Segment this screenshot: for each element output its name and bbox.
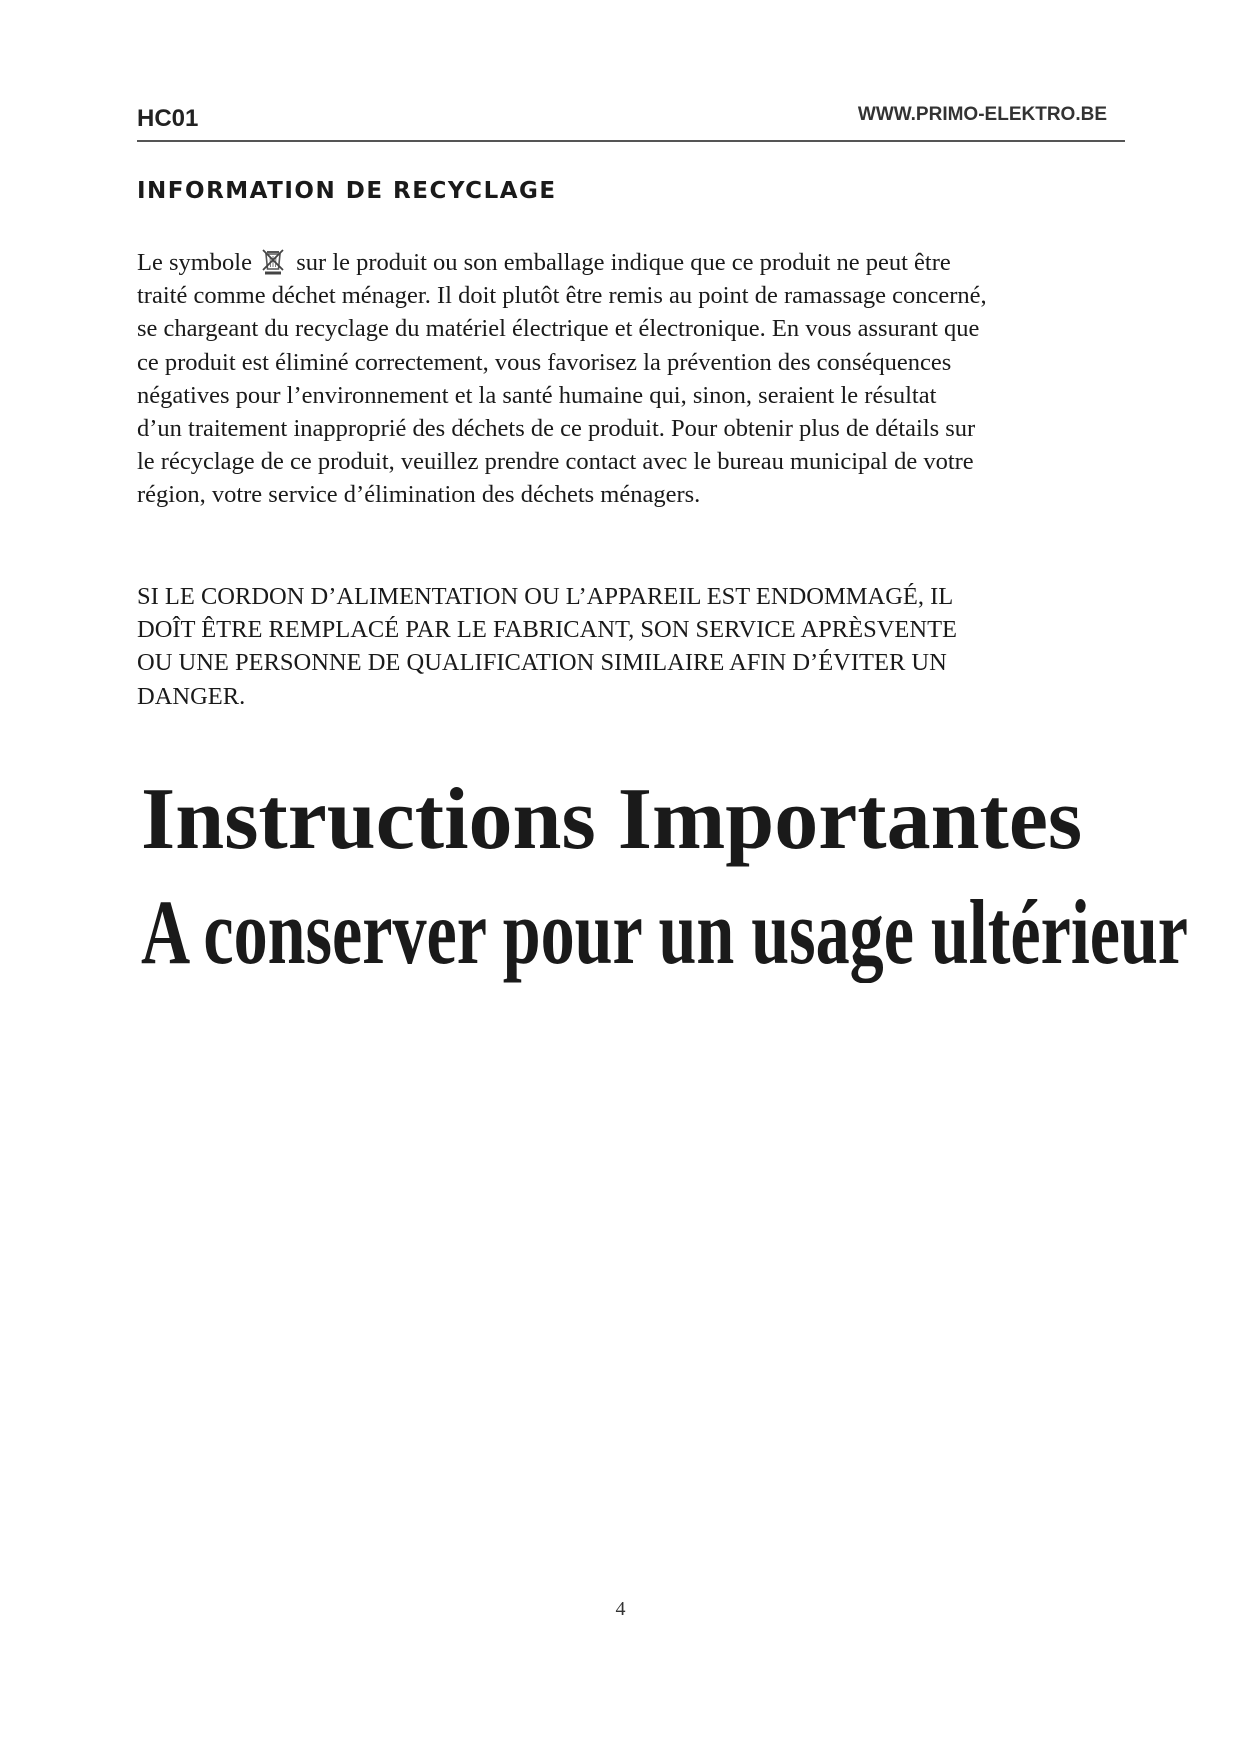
instructions-subtitle: A conserver pour un usage ultérieur — [141, 881, 1189, 983]
page-number: 4 — [615, 1598, 626, 1620]
recycling-line — [137, 246, 1127, 279]
safety-warning — [137, 580, 1127, 713]
warning-line: DANGER. — [137, 682, 246, 710]
recycling-line-rest: sur le produit ou son emballage indique que ce produit ne peut être — [290, 249, 951, 276]
warning-line: OU UNE PERSONNE DE QUALIFICATION SIMILAIRE AFIN D’ÉVITER UN — [137, 649, 947, 677]
warning-line: DOÎT ÊTRE REMPLACÉ PAR LE FABRICANT, SON SERVICE APRÈSVENTE — [137, 616, 957, 644]
recycling-line: le récyclage de ce produit, veuillez prendre contact avec le bureau municipal de votre — [137, 448, 974, 476]
recycling-line: se chargeant du recyclage du matériel électrique et électronique. En vous assurant que — [137, 315, 980, 343]
crossed-out-bin-icon — [260, 247, 286, 275]
recycling-paragraph — [137, 246, 1127, 512]
recycling-line: région, votre service d’élimination des déchets ménagers. — [137, 481, 701, 509]
warning-line: SI LE CORDON D’ALIMENTATION OU L’APPAREIL EST ENDOMMAGÉ, IL — [137, 583, 954, 610]
model-number: HC01 — [137, 105, 199, 132]
page-header — [137, 100, 1125, 142]
instructions-title: Instructions Importantes — [141, 771, 1083, 868]
recycling-line: ce produit est éliminé correctement, vous favorisez la prévention des conséquences — [137, 348, 952, 376]
recycling-line: négatives pour l’environnement et la santé humaine qui, sinon, seraient le résultat — [137, 381, 937, 409]
recycling-line-start: Le symbole — [137, 249, 259, 276]
recycling-line: d’un traitement inapproprié des déchets de ce produit. Pour obtenir plus de détails sur — [137, 415, 976, 443]
website-url: WWW.PRIMO-ELEKTRO.BE — [857, 104, 1107, 125]
recycling-section-title: INFORMATION DE RECYCLAGE — [137, 178, 557, 204]
recycling-line: traité comme déchet ménager. Il doit plutôt être remis au point de ramassage concerné, — [137, 282, 987, 310]
